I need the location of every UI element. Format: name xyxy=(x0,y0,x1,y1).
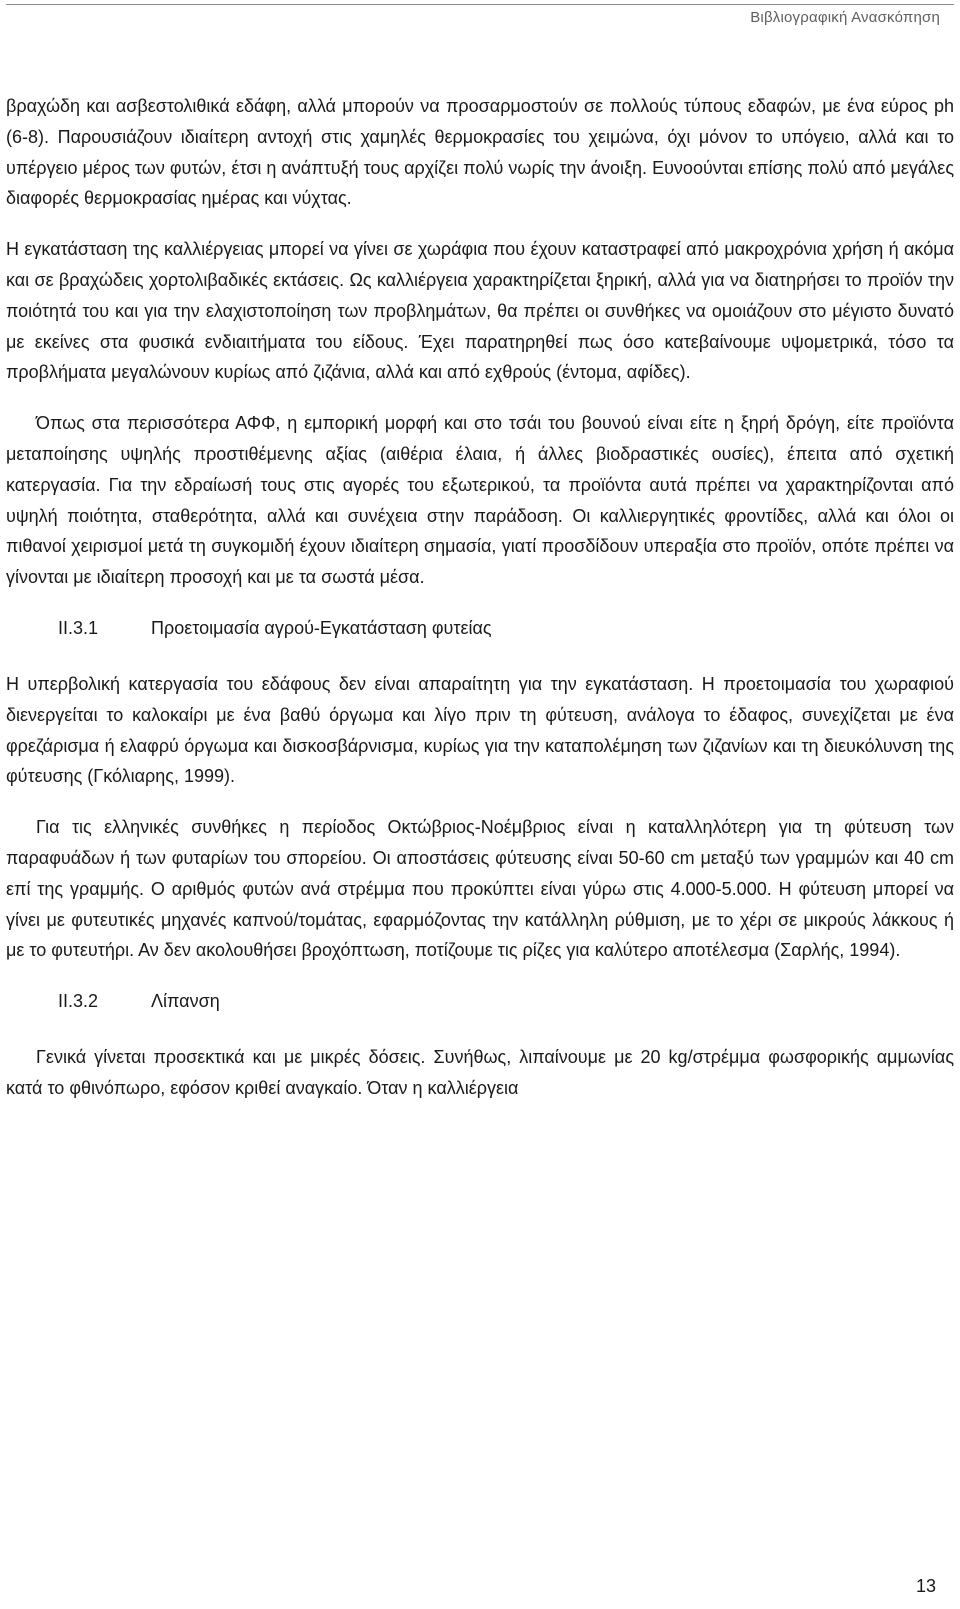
section-heading-fertilization xyxy=(6,986,954,1016)
page-number: 13 xyxy=(915,1576,936,1596)
section-heading-field-preparation xyxy=(6,613,954,643)
paragraph-commercial-form: Όπως στα περισσότερα ΑΦΦ, η εμπορική μορφή και στο τσάι του βουνού είναι είτε η ξηρή δρόγη, είτε προϊόντα μεταποίησης υψηλής προστιθέμενης αξίας (αιθέρια έλαια, ή άλλες βιοδραστικές ουσίες), έπειτα από σχετική κατεργασία. Για την εδραίωσή τους στις αγορές του εξωτερικού, τα προϊόντα αυτά πρέπει να χαρακτηρίζονται από υψηλή ποιότητα, σταθερότητα, αλλά και συνέχεια στην παράδοση. Οι καλλιεργητικές φροντίδες, αλλά και όλοι οι πιθανοί χειρισμοί μετά τη συγκομιδή έχουν ιδιαίτερη σημασία, γιατί προσδίδουν υπεραξία στο προϊόν, οπότε πρέπει να γίνονται με ιδιαίτερη προσοχή και με τα σωστά μέσα. xyxy=(6,413,954,588)
document-body xyxy=(6,91,954,1124)
running-header xyxy=(0,0,960,38)
paragraph-cultivation-establishment: Η εγκατάσταση της καλλιέργειας μπορεί να γίνει σε χωράφια που έχουν καταστραφεί από μακροχρόνια χρήση ή ακόμα και σε βραχώδεις χορτολιβαδικές εκτάσεις. Ως καλλιέργεια χαρακτηρίζεται ξηρική, αλλά για να διατηρήσει το προϊόν την ποιότητά του και για την ελαχιστοποίηση των προβλημάτων, θα πρέπει οι συνθήκες να ομοιάζουν στο μέγιστο δυνατό με εκείνες στα φυσικά ενδιαιτήματα του είδους. Έχει παρατηρηθεί πως όσο κατεβαίνουμε υψομετρικά, τόσο τα προβλήματα μεγαλώνουν κυρίως από ζιζάνια, αλλά και από εχθρούς (έντομα, αφίδες). xyxy=(6,239,954,383)
section-number: ΙΙ.3.2 xyxy=(58,991,99,1012)
section-title: Προετοιμασία αγρού-Εγκατάσταση φυτείας xyxy=(151,617,492,638)
paragraph-fertilization: Γενικά γίνεται προσεκτικά και με μικρές δόσεις. Συνήθως, λιπαίνουμε με 20 kg/στρέμμα φωσφορικής αμμωνίας κατά το φθινόπωρο, εφόσον κριθεί αναγκαίο. Όταν η καλλιέργεια xyxy=(6,1047,954,1098)
paragraph-soil-preparation: Η υπερβολική κατεργασία του εδάφους δεν είναι απαραίτητη για την εγκατάσταση. Η προετοιμασία του χωραφιού διενεργείται το καλοκαίρι με ένα βαθύ όργωμα και λίγο πριν τη φύτευση, ανάλογα το έδαφος, συνεχίζεται με ένα φρεζάρισμα ή ελαφρύ όργωμα και δισκοσβάρνισμα, κυρίως για την καταπολέμηση των ζιζανίων και τη διευκόλυνση της φύτευσης (Γκόλιαρης, 1999). xyxy=(6,673,954,787)
header-rule xyxy=(6,4,954,5)
paragraph-soil-climate: βραχώδη και ασβεστολιθικά εδάφη, αλλά μπορούν να προσαρμοστούν σε πολλούς τύπους εδαφών, με ένα εύρος ph (6-8). Παρουσιάζουν ιδιαίτερη αντοχή στις χαμηλές θερμοκρασίες του χειμώνα, όχι μόνον το υπόγειο, αλλά και το υπέργειο μέρος των φυτών, έτσι η ανάπτυξή τους αρχίζει πολύ νωρίς την άνοιξη. Ευνοούνται επίσης πολύ από μεγάλες διαφορές θερμοκρασίας ημέρας και νύχτας. xyxy=(6,96,954,209)
section-number: ΙΙ.3.1 xyxy=(58,617,99,638)
header-title: Βιβλιογραφική Ανασκόπηση xyxy=(750,9,940,26)
section-title: Λίπανση xyxy=(151,991,220,1012)
paragraph-planting: Για τις ελληνικές συνθήκες η περίοδος Οκτώβριος-Νοέμβριος είναι η καταλληλότερη για τη φύτευση των παραφυάδων ή των φυταρίων του σπορείου. Οι αποστάσεις φύτευσης είναι 50-60 cm μεταξύ των γραμμών και 40 cm επί της γραμμής. Ο αριθμός φυτών ανά στρέμμα που προκύπτει είναι γύρω στις 4.000-5.000. Η φύτευση μπορεί να γίνει με φυτευτικές μηχανές καπνού/τομάτας, εφαρμόζοντας την κατάλληλη ρύθμιση, με το χέρι σε μικρούς λάκκους ή με το φυτευτήρι. Αν δεν ακολουθήσει βροχόπτωση, ποτίζουμε τις ρίζες για καλύτερο αποτέλεσμα (Σαρλής, 1994). xyxy=(6,817,954,961)
